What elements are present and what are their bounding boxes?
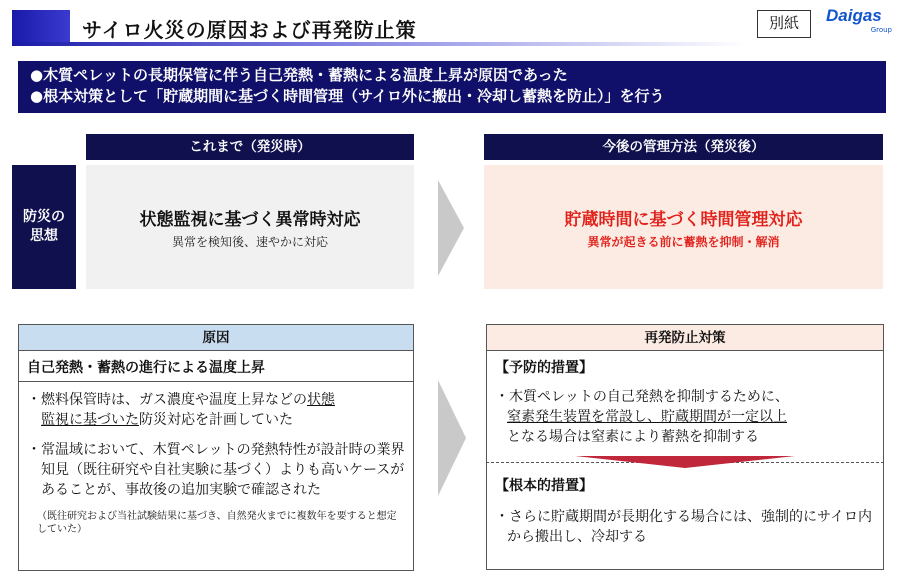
cause-panel: [18, 324, 414, 571]
row-label-line-1: 防災の: [23, 209, 65, 225]
logo-sub-text: Group: [870, 26, 892, 34]
preventive-text: [487, 377, 883, 447]
cause-bullet-2: ・常温域において、木質ペレットの発熱特性が設計時の業界知見（既往研究や自社実験に基づく）よりも高いケースがあることが、事故後の追加実験で確認された: [27, 442, 405, 498]
cause-bullet-1-text-end: 防災対応を計画していた: [139, 412, 293, 428]
cause-panel-header: 原因: [19, 325, 413, 351]
summary-line-2: ●根本対策として「貯蔵期間に基づく時間管理（サイロ外に搬出・冷却し蓄熱を防止）」を行う: [30, 87, 665, 105]
before-approach-title: 状態監視に基づく異常時対応: [139, 209, 361, 230]
logo-text: Daigas: [826, 6, 882, 25]
summary-line-1: ●木質ペレットの長期保管に伴う自己発熱・蓄熱による温度上昇が原因であった: [30, 66, 568, 84]
before-approach-box: [86, 165, 414, 289]
cause-note: （既往研究および当社試験結果に基づき、自然発火までに複数年を要すると想定していた）: [37, 511, 397, 535]
preventive-heading: 【予防的措置】: [495, 360, 593, 376]
cause-bullet-1-underline-a: 状態: [307, 392, 335, 408]
company-logo: [826, 6, 896, 40]
before-approach-subtitle: 異常を検知後、速やかに対応: [171, 234, 328, 249]
preventive-text-underlined: 窒素発生装置を常設し、貯蔵期間が一定以上: [507, 409, 787, 425]
preventive-text-end: となる場合は窒素により蓄熱を抑制する: [507, 429, 759, 445]
row-label-line-2: 思想: [30, 228, 58, 244]
title-accent-bar: [12, 10, 70, 42]
before-column-header: これまで（発災時）: [86, 134, 414, 160]
cause-bullet-1: [27, 390, 405, 430]
cause-bullet-1-text: ・燃料保管時は、ガス濃度や温度上昇などの: [27, 392, 307, 408]
annex-label: 別紙: [757, 10, 811, 38]
page-title: サイロ火災の原因および再発防止策: [82, 18, 417, 42]
row-label-philosophy: [12, 165, 76, 289]
after-approach-box: [484, 165, 883, 289]
transition-arrow-top: [438, 180, 464, 276]
preventive-text-line-1: ・木質ペレットの自己発熱を抑制するために、: [495, 389, 789, 405]
after-approach-title: 貯蔵時間に基づく時間管理対応: [564, 209, 803, 230]
transition-arrow-bottom: [438, 380, 466, 496]
after-column-header: 今後の管理方法（発災後）: [484, 134, 883, 160]
fundamental-heading: 【根本的措置】: [495, 478, 593, 494]
fundamental-text: ・さらに貯蔵期間が長期化する場合には、強制的にサイロ内から搬出し、冷却する: [495, 509, 873, 545]
cause-bullet-1-underline-b: 監視に基づいた: [41, 412, 139, 428]
measures-panel: [486, 324, 884, 570]
down-arrow-indicator: [575, 456, 795, 468]
measures-panel-header: 再発防止対策: [487, 325, 883, 351]
after-approach-subtitle: 異常が起きる前に蓄熱を抑制・解消: [587, 234, 780, 249]
summary-banner: [18, 61, 886, 113]
cause-subheading: 自己発熱・蓄熱の進行による温度上昇: [19, 351, 413, 382]
